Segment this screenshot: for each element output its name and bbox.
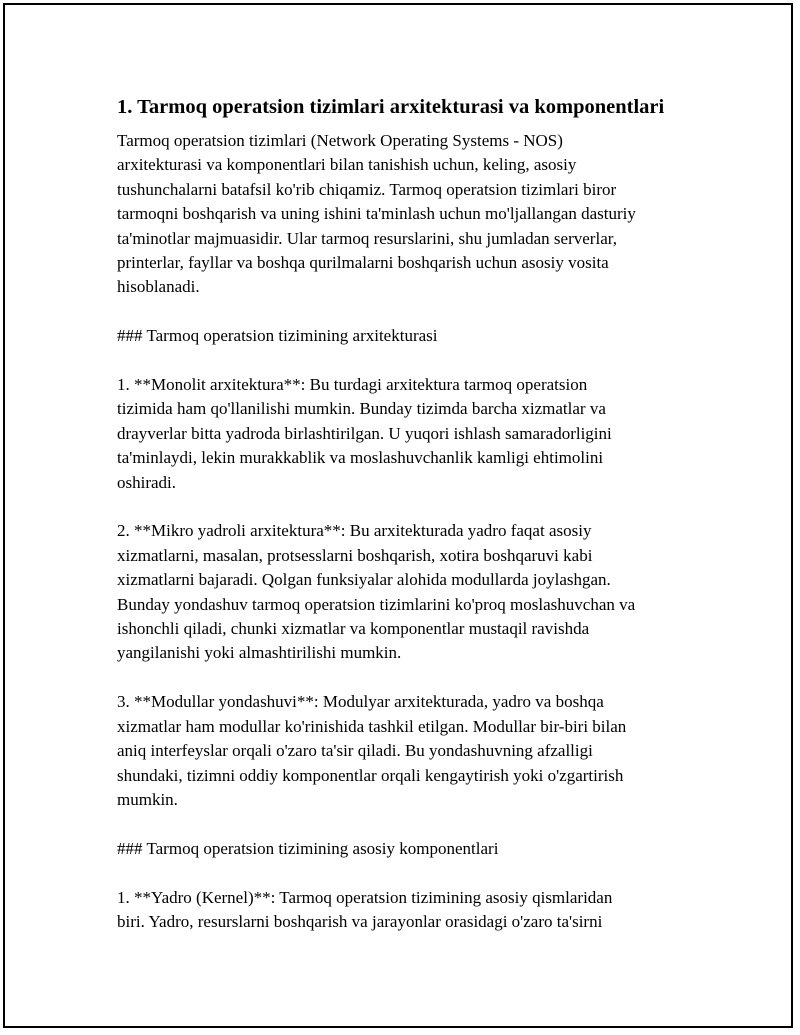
text-line: xizmatlarni, masalan, protsesslarni boshqarish, xotira boshqaruvi kabi <box>117 545 593 565</box>
text-line: drayverlar bitta yadroda birlashtirilgan. U yuqori ishlash samaradorligini <box>117 423 612 443</box>
section-heading-architecture <box>117 324 697 348</box>
intro-paragraph <box>117 129 697 300</box>
text-line: 1. **Yadro (Kernel)**: Tarmoq operatsion tizimining asosiy qismlaridan <box>117 887 613 907</box>
text-line: Tarmoq operatsion tizimlari (Network Operating Systems - NOS) <box>117 131 563 150</box>
text-line: Bunday yondashuv tarmoq operatsion tizimlarini ko'proq moslashuvchan va <box>117 594 636 614</box>
text-line: xizmatlar ham modullar ko'rinishida tashkil etilgan. Modullar bir-biri bilan <box>117 716 627 736</box>
item-modular-approach <box>117 690 697 812</box>
item-kernel <box>117 886 697 935</box>
text-line: 2. **Mikro yadroli arxitektura**: Bu arxitekturada yadro faqat asosiy <box>117 521 592 541</box>
text-line: tarmoqni boshqarish va uning ishini ta'minlash uchun mo'ljallangan dasturiy <box>117 204 636 224</box>
text-line: hisoblanadi. <box>117 277 200 297</box>
text-line: oshiradi. <box>117 472 177 492</box>
text-line: shundaki, tizimni oddiy komponentlar orqali kengaytirish yoki o'zgartirish <box>117 765 624 785</box>
item-microkernel-architecture <box>117 519 697 665</box>
text-line: mumkin. <box>117 789 178 809</box>
text-line: tizimida ham qo'llanilishi mumkin. Bunday tizimda barcha xizmatlar va <box>117 399 606 419</box>
text-line: ### Tarmoq operatsion tizimining asosiy komponentlari <box>117 838 499 858</box>
text-line: ishonchli qiladi, chunki xizmatlar va komponentlar mustaqil ravishda <box>117 619 590 639</box>
text-line: ta'minotlar majmuasidir. Ular tarmoq resurslarini, shu jumladan serverlar, <box>117 228 617 248</box>
text-line: ta'minlaydi, lekin murakkablik va moslashuvchanlik kamligi ehtimolini <box>117 448 604 468</box>
text-line: ### Tarmoq operatsion tizimining arxitekturasi <box>117 326 438 346</box>
document-content <box>117 94 697 959</box>
text-line: aniq interfeyslar orqali o'zaro ta'sir qiladi. Bu yondashuvning afzalligi <box>117 741 593 761</box>
text-line: 1. **Monolit arxitektura**: Bu turdagi arxitektura tarmoq operatsion <box>117 375 588 395</box>
text-line: printerlar, fayllar va boshqa qurilmalarni boshqarish uchun asosiy vosita <box>117 253 609 273</box>
document-title: 1. Tarmoq operatsion tizimlari arxitekturasi va komponentlari <box>117 96 665 118</box>
text-line: 3. **Modullar yondashuvi**: Modulyar arxitekturada, yadro va boshqa <box>117 692 604 712</box>
item-monolithic-architecture <box>117 373 697 495</box>
text-line: yangilanishi yoki almashtirilishi mumkin. <box>117 643 402 663</box>
text-line: xizmatlarni bajaradi. Qolgan funksiyalar alohida modullarda joylashgan. <box>117 570 611 590</box>
text-line: biri. Yadro, resurslarni boshqarish va jarayonlar orasidagi o'zaro ta'sirni <box>117 911 603 931</box>
text-line: arxitekturasi va komponentlari bilan tanishish uchun, keling, asosiy <box>117 155 577 175</box>
section-heading-components <box>117 837 697 861</box>
text-line: tushunchalarni batafsil ko'rib chiqamiz. Tarmoq operatsion tizimlari biror <box>117 179 617 199</box>
